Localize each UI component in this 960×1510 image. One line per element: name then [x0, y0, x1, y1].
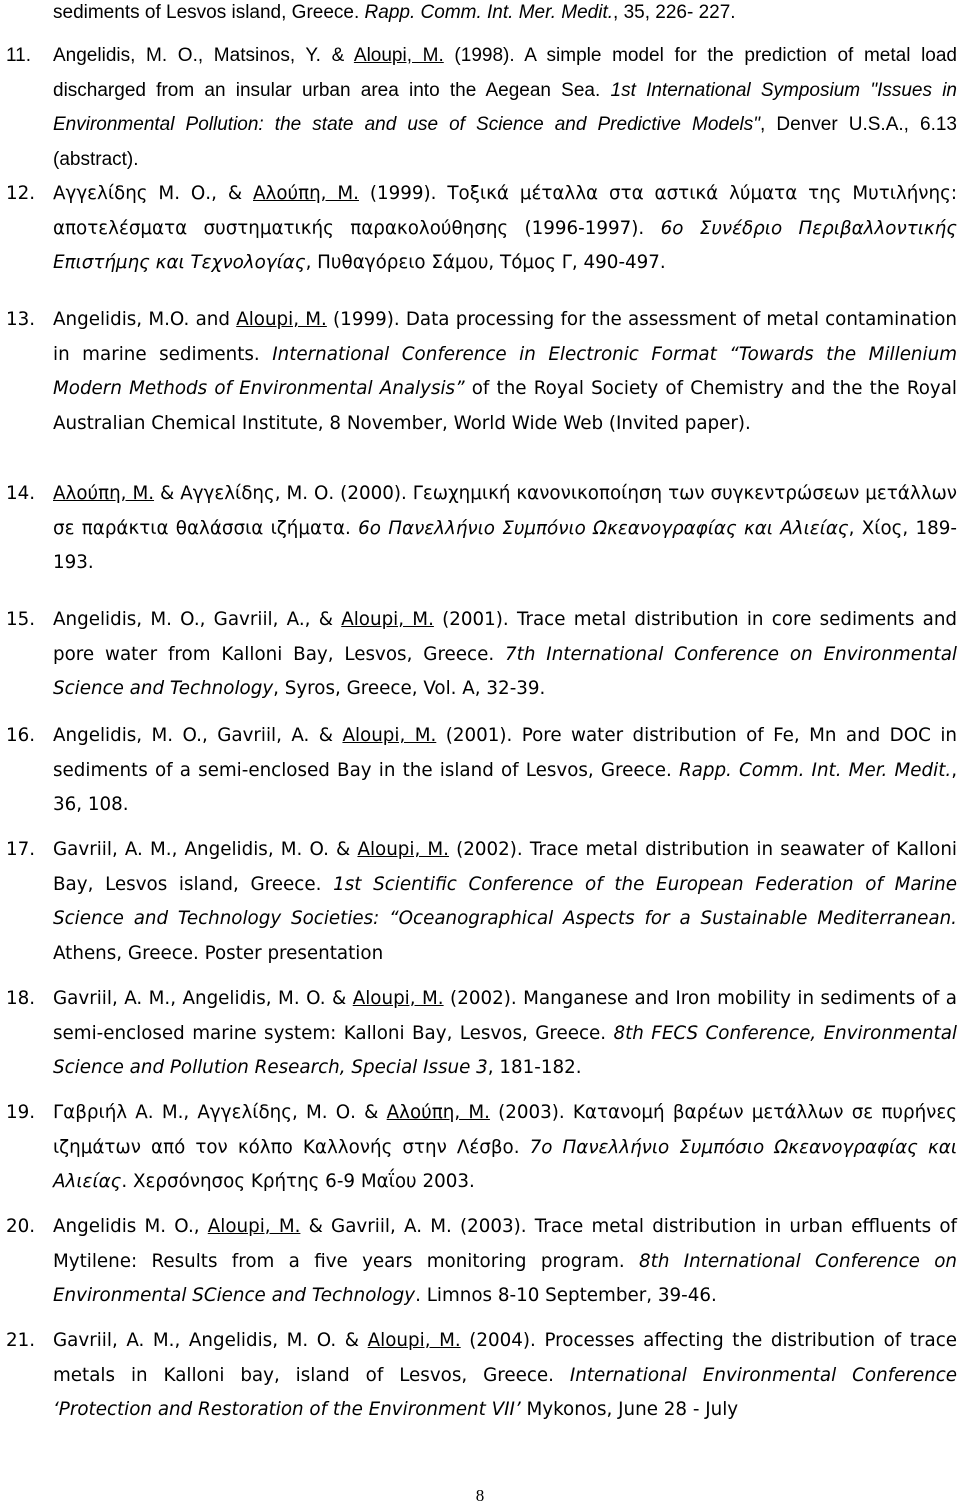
reference-number: 17. [6, 839, 36, 860]
reference-text: Gavriil, A. M., Angelidis, M. O. & [53, 1330, 368, 1351]
author-name-underlined: Aloupi, M. [207, 1216, 301, 1237]
publication-venue: 6ο Συνέδριο Περιβαλλοντικής Επιστήμης και Τεχνολογίας [53, 217, 957, 273]
reference-body [53, 603, 957, 707]
reference-body [53, 1096, 957, 1200]
reference-text: , 35, 226- 227. [613, 2, 736, 23]
reference-text: Gavriil, A. M., Angelidis, M. O. & [53, 988, 353, 1009]
reference-text: Αγγελίδης Μ. Ο., & [53, 183, 253, 204]
author-name-underlined: Aloupi, M. [342, 725, 437, 746]
reference-number: 21. [6, 1330, 36, 1351]
reference-text: , Χίος, 189-193. [53, 517, 957, 573]
reference-text: of the Royal Society of Chemistry and the the Royal Australian Chemical Institute, 8 November, World Wide Web (Invited paper). [53, 378, 958, 434]
reference-text: (2002). Manganese and Iron mobility in sediments of a semi-enclosed marine system: Kalloni Bay, Lesvos, Greece. [53, 988, 957, 1044]
reference-body [53, 177, 957, 281]
author-name-underlined: Aloupi, M. [236, 309, 327, 330]
reference-text: (1999). Data processing for the assessment of metal contamination in marine sediments. [53, 309, 957, 365]
reference-text: Athens, Greece. Poster presentation [53, 942, 384, 964]
reference-text: (1999). Τοξικά μέταλλα στα αστικά λύματα της Μυτιλήνης: αποτελέσματα συστηματικής παρακολούθησης (1996-1997). [53, 183, 957, 239]
reference-text: . Χερσόνησος Κρήτης 6-9 Μαΐου 2003. [121, 1171, 475, 1192]
reference-text: Angelidis, M.O. and [53, 309, 237, 330]
reference-text: Angelidis, M. O., Gavriil, A. & [53, 725, 343, 746]
reference-text: (2004). Processes affecting the distribution of trace metals in Kalloni bay, island of Lesvos, Greece. [53, 1330, 958, 1386]
reference-number: 16. [6, 725, 36, 746]
reference-text: . Limnos 8-10 September, 39-46. [415, 1285, 717, 1306]
page-number: 8 [475, 1486, 485, 1505]
reference-body [53, 303, 957, 441]
author-name-underlined: Aloupi, M. [352, 988, 444, 1009]
publication-venue: 8th FECS Conference, Environmental Science and Pollution Research, Special Issue 3 [53, 1022, 957, 1078]
reference-text: , 181-182. [487, 1057, 582, 1078]
reference-body [53, 1324, 957, 1428]
reference-number: 12. [6, 183, 36, 204]
reference-text: (2001). Trace metal distribution in core sediments and pore water from Kalloni Bay, Lesvos, Greece. [53, 609, 958, 665]
reference-text: Gavriil, A. M., Angelidis, M. O. & [53, 839, 358, 860]
reference-text: & Αγγελίδης, Μ. Ο. (2000). Γεωχημική κανονικοποίηση των συγκεντρώσεων μετάλλων σε παράκτια θαλάσσια ιζήματα. [53, 483, 957, 539]
reference-number: 11. [6, 45, 32, 66]
reference-continuation-text [53, 0, 957, 31]
publication-venue: 1st Scientific Conference of the European Federation of Marine Science and Technology Societies: “Oceanographical Aspects for a Sustainable Mediterranean. [53, 873, 957, 929]
reference-number: 18. [6, 988, 36, 1009]
publication-venue: International Conference in Electronic Format “Towards the Millenium Modern Methods of Environmental Analysis” [53, 343, 957, 399]
reference-number: 14. [6, 483, 36, 504]
reference-body [53, 833, 957, 971]
publication-venue: International Environmental Conference ‘Protection and Restoration of the Environment VII’ [53, 1364, 957, 1420]
reference-body [53, 719, 957, 823]
reference-text: Mykonos, June 28 - July [520, 1399, 739, 1420]
reference-text: (1998). A simple model for the prediction of metal load discharged from an insular urban area into the Aegean Sea. [53, 45, 958, 101]
author-name-underlined: Aloupi, M. [357, 839, 449, 860]
reference-body [53, 1210, 957, 1314]
author-name-underlined: Aloupi, M. [367, 1330, 461, 1351]
reference-text: , 36, 108. [53, 759, 957, 815]
publication-venue: 8th International Conference on Environmental SCience and Technology [53, 1250, 957, 1306]
reference-text: (2001). Pore water distribution of Fe, Mn and DOC in sediments of a semi-enclosed Bay in the island of Lesvos, Greece. [53, 725, 957, 781]
publication-venue: 7th International Conference on Environmental Science and Technology [53, 643, 957, 699]
reference-body [53, 982, 957, 1086]
reference-number: 15. [6, 609, 36, 630]
reference-text: Angelidis M. O., [53, 1216, 208, 1237]
publication-venue: Rapp. Comm. Int. Mer. Medit. [678, 759, 952, 781]
reference-body [53, 477, 957, 581]
author-name-underlined: Αλούπη, Μ. [386, 1102, 490, 1123]
reference-number: 20. [6, 1216, 36, 1237]
publication-venue: 6ο Πανελλήνιο Συμπόνιο Ωκεανογραφίας και Αλιείας [358, 517, 849, 539]
journal-name: Rapp. Comm. Int. Mer. Medit. [364, 2, 614, 23]
author-name-underlined: Aloupi, M. [353, 45, 444, 66]
reference-body [53, 39, 957, 177]
reference-text: & Gavriil, A. M. (2003). Trace metal distribution in urban effluents of Mytilene: Results from a five years monitoring program. [53, 1216, 957, 1272]
reference-text: , Syros, Greece, Vol. A, 32-39. [273, 678, 546, 699]
publication-venue: 1st International Symposium "Issues in Environmental Pollution: the state and use of Science and Predictive Models" [53, 79, 958, 135]
reference-text: , Denver U.S.A., 6.13 (abstract). [53, 114, 957, 170]
reference-text: (2002). Trace metal distribution in seawater of Kalloni Bay, Lesvos island, Greece. [53, 839, 957, 895]
reference-text: (2003). Κατανομή βαρέων μετάλλων σε πυρήνες ιζημάτων από τον κόλπο Καλλονής στην Λέσβο. [53, 1102, 957, 1158]
reference-text: Angelidis, M. O., Matsinos, Y. & [53, 45, 354, 66]
reference-text: sediments of Lesvos island, Greece. [53, 2, 365, 23]
reference-number: 13. [6, 309, 36, 330]
publication-venue: 7ο Πανελλήνιο Συμπόσιο Ωκεανογραφίας και Αλιείας [53, 1136, 958, 1192]
author-name-underlined: Αλούπη, Μ. [53, 483, 155, 504]
reference-number: 19. [6, 1102, 36, 1123]
reference-text: Γαβριήλ Α. Μ., Αγγελίδης, Μ. Ο. & [53, 1102, 387, 1123]
author-name-underlined: Αλούπη, Μ. [253, 183, 359, 204]
reference-text: Angelidis, M. O., Gavriil, A., & [53, 609, 342, 630]
reference-text: , Πυθαγόρειο Σάμου, Τόμος Γ, 490-497. [305, 252, 666, 273]
author-name-underlined: Aloupi, M. [341, 609, 434, 630]
